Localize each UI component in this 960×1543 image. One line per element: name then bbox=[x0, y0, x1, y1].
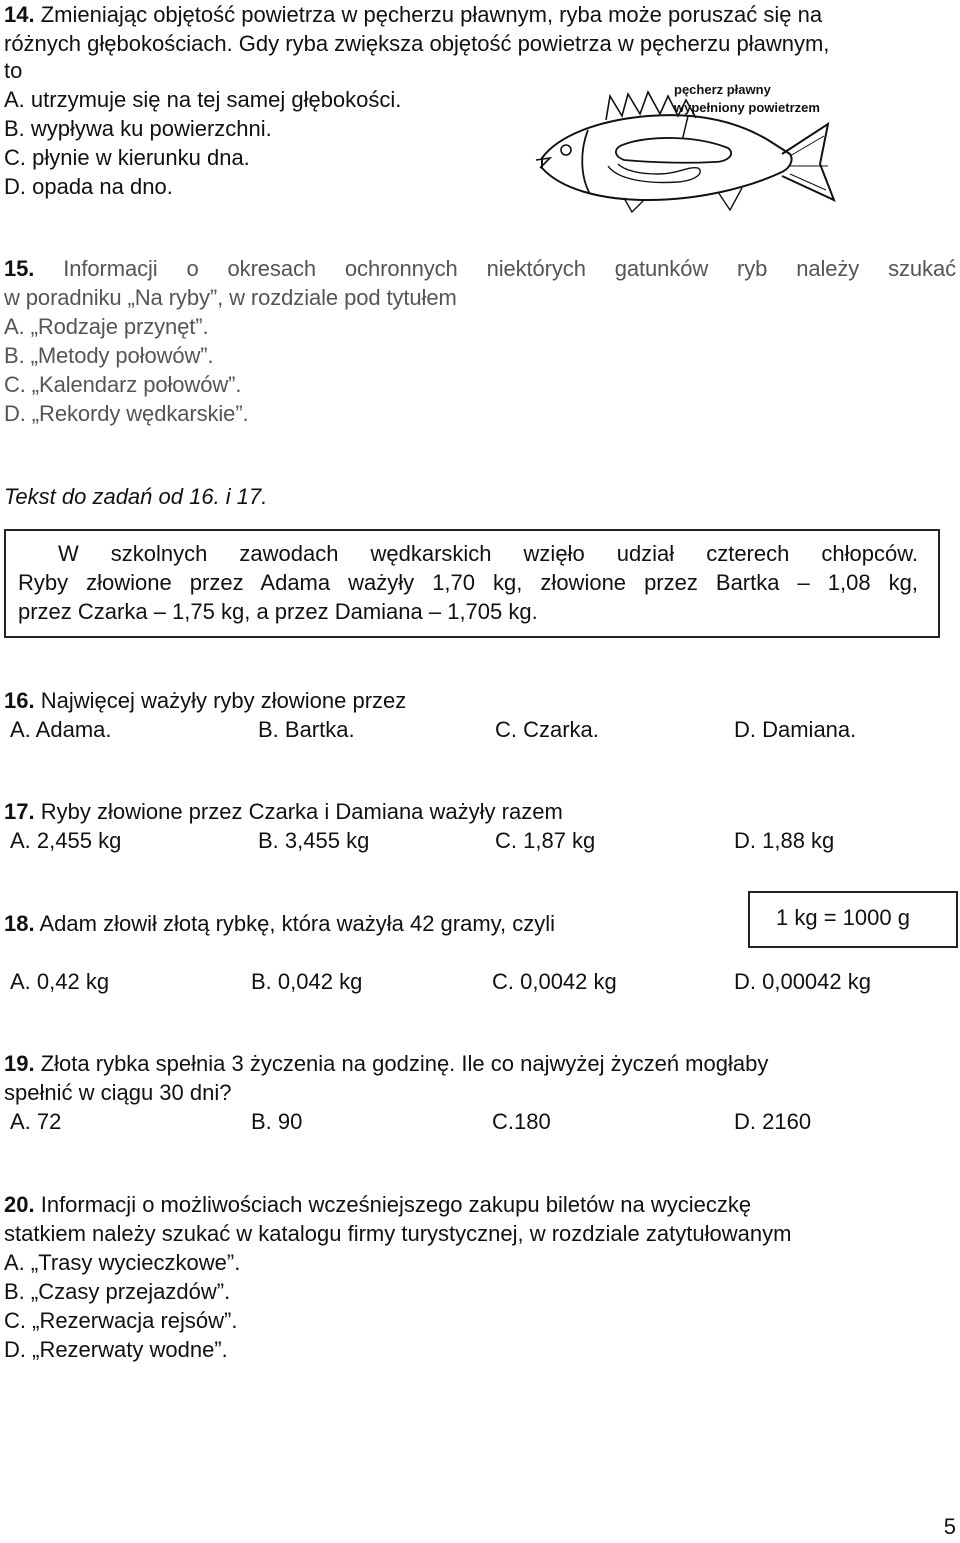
q14-option-a: A. utrzymuje się na tej samej głębokości. bbox=[4, 87, 402, 112]
q14-line2: różnych głębokościach. Gdy ryba zwiększa objętość powietrza w pęcherzu pławnym, bbox=[4, 31, 830, 56]
q18-option-d: D. 0,00042 kg bbox=[734, 969, 871, 994]
q20-option-b: B. „Czasy przejazdów”. bbox=[4, 1279, 231, 1304]
q18-question: 18. Adam złowił złotą rybkę, która ważyła 42 gramy, czyli bbox=[4, 911, 556, 936]
q20-line1: 20. Informacji o możliwościach wcześniejszego zakupu biletów na wycieczkę bbox=[4, 1192, 752, 1217]
q18-option-c: C. 0,0042 kg bbox=[492, 969, 617, 994]
q14-number: 14. bbox=[4, 2, 35, 27]
fish-gut bbox=[608, 164, 700, 182]
q20-option-a: A. „Trasy wycieczkowe”. bbox=[4, 1250, 241, 1275]
q14-option-b: B. wypływa ku powierzchni. bbox=[4, 116, 272, 141]
q18-number: 18. bbox=[4, 911, 35, 936]
q16-number: 16. bbox=[4, 688, 35, 713]
q15-option-b: B. „Metody połowów”. bbox=[4, 343, 214, 368]
q14-option-c: C. płynie w kierunku dna. bbox=[4, 145, 250, 170]
q19-line1: 19. Złota rybka spełnia 3 życzenia na godzinę. Ile co najwyżej życzeń mogłaby bbox=[4, 1051, 769, 1076]
q17-option-b: B. 3,455 kg bbox=[258, 828, 370, 853]
q17-question: 17. Ryby złowione przez Czarka i Damiana ważyły razem bbox=[4, 799, 563, 824]
q17-option-a: A. 2,455 kg bbox=[10, 828, 122, 853]
q16-option-c: C. Czarka. bbox=[495, 717, 599, 742]
q14-line3: to bbox=[4, 58, 23, 83]
q16-question: 16. Najwięcej ważyły ryby złowione przez bbox=[4, 688, 407, 713]
q20-number: 20. bbox=[4, 1192, 35, 1217]
q14-option-d: D. opada na dno. bbox=[4, 174, 173, 199]
q20-option-c: C. „Rezerwacja rejsów”. bbox=[4, 1308, 238, 1333]
q19-line2: spełnić w ciągu 30 dni? bbox=[4, 1080, 232, 1105]
q16-option-b: B. Bartka. bbox=[258, 717, 355, 742]
q20-line2: statkiem należy szukać w katalogu firmy turystycznej, w rozdziale zatytułowanym bbox=[4, 1221, 792, 1246]
q20-option-d: D. „Rezerwaty wodne”. bbox=[4, 1337, 228, 1362]
q19-option-a: A. 72 bbox=[10, 1109, 62, 1134]
q15-option-d: D. „Rekordy wędkarskie”. bbox=[4, 401, 249, 426]
text-box-line3: przez Czarka – 1,75 kg, a przez Damiana – 1,705 kg. bbox=[18, 599, 538, 624]
q19-option-d: D. 2160 bbox=[734, 1109, 812, 1134]
q17-option-c: C. 1,87 kg bbox=[495, 828, 596, 853]
q19-option-b: B. 90 bbox=[251, 1109, 303, 1134]
q18-hint: 1 kg = 1000 g bbox=[776, 905, 910, 930]
text-box-line2: Ryby złowione przez Adama ważyły 1,70 kg, złowione przez Bartka – 1,08 kg, bbox=[18, 570, 918, 595]
q15-line2: w poradniku „Na ryby”, w rozdziale pod tytułem bbox=[4, 285, 457, 310]
q14-line1: 14. Zmieniając objętość powietrza w pęcherzu pławnym, ryba może poruszać się na bbox=[4, 2, 823, 27]
fish-gill bbox=[582, 130, 590, 194]
q16-option-d: D. Damiana. bbox=[734, 717, 857, 742]
fish-tail bbox=[782, 124, 834, 200]
q18-option-b: B. 0,042 kg bbox=[251, 969, 363, 994]
q17-number: 17. bbox=[4, 799, 35, 824]
q19-number: 19. bbox=[4, 1051, 35, 1076]
fish-swim-bladder-figure bbox=[528, 76, 848, 216]
q17-option-d: D. 1,88 kg bbox=[734, 828, 835, 853]
swim-bladder bbox=[616, 138, 731, 163]
fish-eye bbox=[561, 145, 571, 155]
q15-line1: 15. Informacji o okresach ochronnych niektórych gatunków ryb należy szukać bbox=[4, 256, 956, 281]
q15-option-c: C. „Kalendarz połowów”. bbox=[4, 372, 242, 397]
q18-option-a: A. 0,42 kg bbox=[10, 969, 110, 994]
page-number: 5 bbox=[943, 1514, 956, 1539]
text-heading: Tekst do zadań od 16. i 17. bbox=[4, 484, 268, 509]
figure-label-line2: wypełniony powietrzem bbox=[674, 100, 820, 115]
figure-label-line1: pęcherz pławny bbox=[674, 82, 771, 97]
q15-number: 15. bbox=[4, 256, 35, 281]
q16-option-a: A. Adama. bbox=[10, 717, 112, 742]
text-box-line1: W szkolnych zawodach wędkarskich wzięło udział czterech chłopców. bbox=[58, 541, 918, 566]
q19-option-c: C.180 bbox=[492, 1109, 551, 1134]
q15-option-a: A. „Rodzaje przynęt”. bbox=[4, 314, 209, 339]
